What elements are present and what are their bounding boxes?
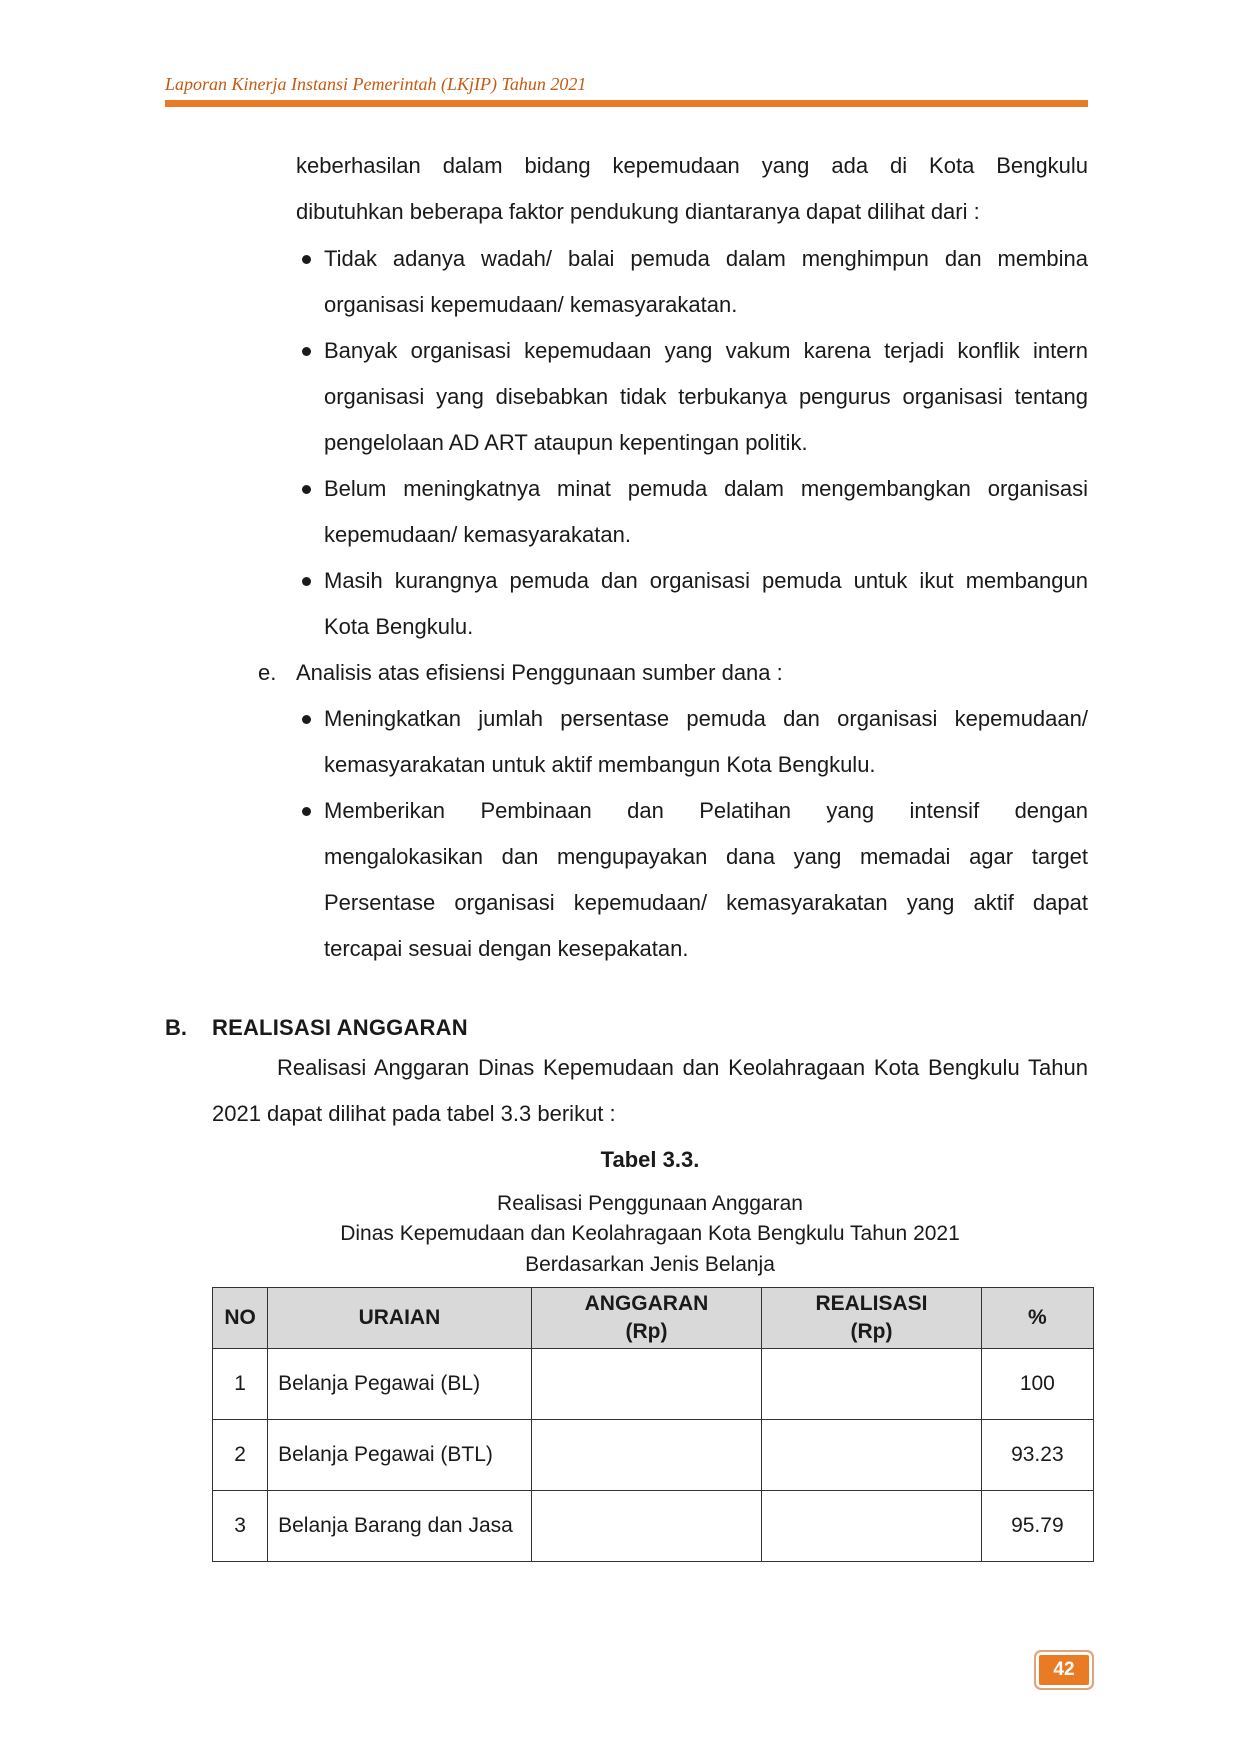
efficiency-item: Memberikan Pembinaan dan Pelatihan yang intensif dengan mengalokasikan dan mengupayakan dana yang memadai agar target Persentase organisasi kepemudaan/ kemasyarakatan yang aktif dapat tercapai sesuai dengan kesepakatan. [324, 798, 1088, 961]
header-anggaran: ANGGARAN (Rp) [531, 1288, 762, 1349]
cell-uraian: Belanja Pegawai (BTL) [268, 1420, 532, 1491]
factor-item: Tidak adanya wadah/ balai pemuda dalam menghimpun dan membina organisasi kepemudaan/ kemasyarakatan. [324, 246, 1088, 317]
header-percent: % [981, 1288, 1093, 1349]
section-number: B. [165, 1015, 187, 1040]
bullet-icon [302, 807, 311, 816]
bullet-icon [302, 485, 311, 494]
cell-uraian: Belanja Barang dan Jasa [268, 1491, 532, 1562]
table-row [213, 1491, 1094, 1562]
cell-no: 2 [213, 1420, 268, 1491]
table-caption-line: Realisasi Penggunaan Anggaran [497, 1192, 803, 1215]
cell-percent: 100 [981, 1349, 1093, 1420]
table-caption-line: Dinas Kepemudaan dan Keolahragaan Kota Bengkulu Tahun 2021 [340, 1222, 960, 1245]
header-title: Laporan Kinerja Instansi Pemerintah (LKjIP) Tahun 2021 [165, 74, 587, 94]
section-paragraph: Realisasi Anggaran Dinas Kepemudaan dan Keolahragaan Kota Bengkulu Tahun 2021 dapat dilihat pada tabel 3.3 berikut : [212, 1055, 1088, 1126]
cell-realisasi [762, 1349, 981, 1420]
table-header-row [213, 1288, 1094, 1349]
page-number-badge [1034, 1650, 1094, 1690]
bullet-icon [302, 347, 311, 356]
cell-realisasi [762, 1420, 981, 1491]
header-no: NO [213, 1288, 268, 1349]
cell-anggaran [531, 1491, 762, 1562]
cell-uraian: Belanja Pegawai (BL) [268, 1349, 532, 1420]
factor-item: Belum meningkatnya minat pemuda dalam mengembangkan organisasi kepemudaan/ kemasyarakatan. [324, 476, 1088, 547]
item-letter: e. [258, 660, 277, 685]
factor-item: Masih kurangnya pemuda dan organisasi pemuda untuk ikut membangun Kota Bengkulu. [324, 568, 1088, 639]
cell-percent: 95.79 [981, 1491, 1093, 1562]
table-row [213, 1349, 1094, 1420]
header-realisasi: REALISASI (Rp) [762, 1288, 981, 1349]
cell-realisasi [762, 1491, 981, 1562]
header-rule [165, 100, 1088, 107]
bullet-icon [302, 715, 311, 724]
page-number: 42 [1053, 1659, 1075, 1680]
table-label: Tabel 3.3. [600, 1147, 700, 1172]
section-title: REALISASI ANGGARAN [212, 1015, 468, 1040]
cell-no: 3 [213, 1491, 268, 1562]
item-heading: Analisis atas efisiensi Penggunaan sumber dana : [296, 660, 783, 685]
budget-table [212, 1287, 1094, 1562]
intro-paragraph: keberhasilan dalam bidang kepemudaan yang ada di Kota Bengkulu dibutuhkan beberapa faktor pendukung diantaranya dapat dilihat dari : [296, 153, 1088, 224]
table-caption-line: Berdasarkan Jenis Belanja [525, 1253, 775, 1276]
cell-no: 1 [213, 1349, 268, 1420]
cell-anggaran [531, 1420, 762, 1491]
bullet-icon [302, 255, 311, 264]
factor-item: Banyak organisasi kepemudaan yang vakum karena terjadi konflik intern organisasi yang disebabkan tidak terbukanya pengurus organisasi tentang pengelolaan AD ART ataupun kepentingan politik. [324, 338, 1088, 455]
efficiency-item: Meningkatkan jumlah persentase pemuda dan organisasi kepemudaan/ kemasyarakatan untuk aktif membangun Kota Bengkulu. [324, 706, 1088, 777]
cell-percent: 93.23 [981, 1420, 1093, 1491]
header-uraian: URAIAN [268, 1288, 532, 1349]
bullet-icon [302, 577, 311, 586]
table-row [213, 1420, 1094, 1491]
cell-anggaran [531, 1349, 762, 1420]
